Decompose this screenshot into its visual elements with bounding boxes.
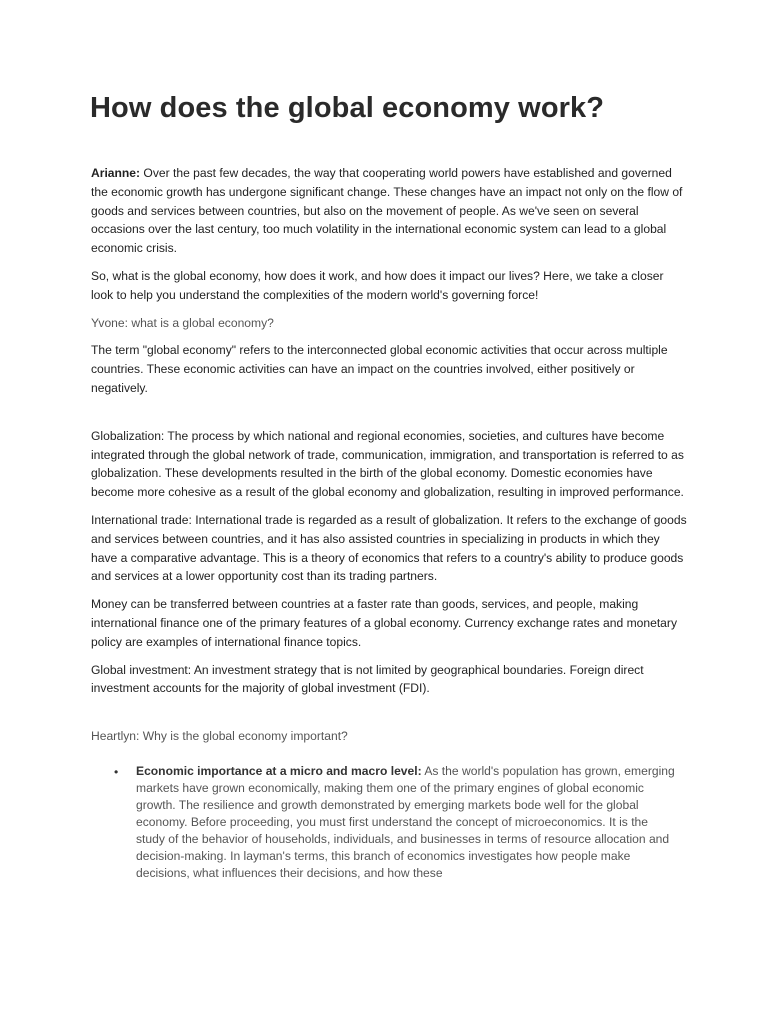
intro-paragraph [91, 164, 689, 258]
bullet-icon: • [114, 764, 119, 779]
intro-text: Over the past few decades, the way that cooperating world powers have established and governed the economic growth has undergone significant change. These changes have an impact not only on the flow of goods and services between countries, but also on the movement of people. As we've seen on several occasions over the last century, too much volatility in the international economic system can lead to a global economic crisis. [91, 166, 683, 256]
bullet-list [91, 763, 689, 882]
intro-speaker: Arianne: [91, 166, 141, 180]
document-title: How does the global economy work? [90, 92, 605, 124]
paragraph-global-economy-definition: The term "global economy" refers to the interconnected global economic activities that occur across multiple countries. These economic activities can have an impact on the countries involved, either positively or negatively. [91, 343, 668, 395]
paragraph-global-investment: Global investment: An investment strategy that is not limited by geographical boundaries. Foreign direct investment accounts for the majority of global investment (FDI). [91, 662, 644, 696]
paragraph-global-economy-question: So, what is the global economy, how does it work, and how does it impact our lives? Here, we take a closer look to help you understand the complexities of the modern world's governing force! [91, 268, 664, 302]
paragraph-international-trade: International trade: International trade is regarded as a result of globalization. It refers to the exchange of goods and services between countries, and it has also assisted countries in specializing in products in which they have a comparative advantage. This is a theory of economics that refers to a country's ability to produce goods and services at a lower opportunity cost than its trading partners. [91, 512, 687, 584]
bullet-text: As the world's population has grown, emerging markets have grown economically, making them one of the primary engines of global economic growth. The resilience and growth demonstrated by emerging markets bode well for the global economy. Before proceeding, you must first understand the concept of microeconomics. It is the study of the behavior of households, individuals, and businesses in terms of resource allocation and decision-making. In layman's terms, this branch of economics investigates how people make decisions, what influences their decisions, and how these [136, 763, 675, 880]
list-item [91, 763, 676, 882]
question-what-is-global-economy: Yvone: what is a global economy? [91, 315, 274, 330]
spacer [91, 407, 689, 427]
bullet-lead: Economic importance at a micro and macro level: [136, 763, 422, 778]
paragraph-globalization: Globalization: The process by which national and regional economies, societies, and cultures have become integrated through the global network of trade, communication, immigration, and transportation is referred to as globalization. These developments resulted in the birth of the global economy. Domestic economies have become more cohesive as a result of the global economy and globalization, resulting in improved performance. [91, 428, 684, 500]
spacer [91, 707, 689, 727]
paragraph-international-finance: Money can be transferred between countries at a faster rate than goods, services, and people, making international finance one of the primary features of a global economy. Currency exchange rates and monetary policy are examples of international finance topics. [91, 597, 677, 649]
document-body [91, 164, 689, 882]
question-why-important: Heartlyn: Why is the global economy important? [91, 729, 348, 744]
